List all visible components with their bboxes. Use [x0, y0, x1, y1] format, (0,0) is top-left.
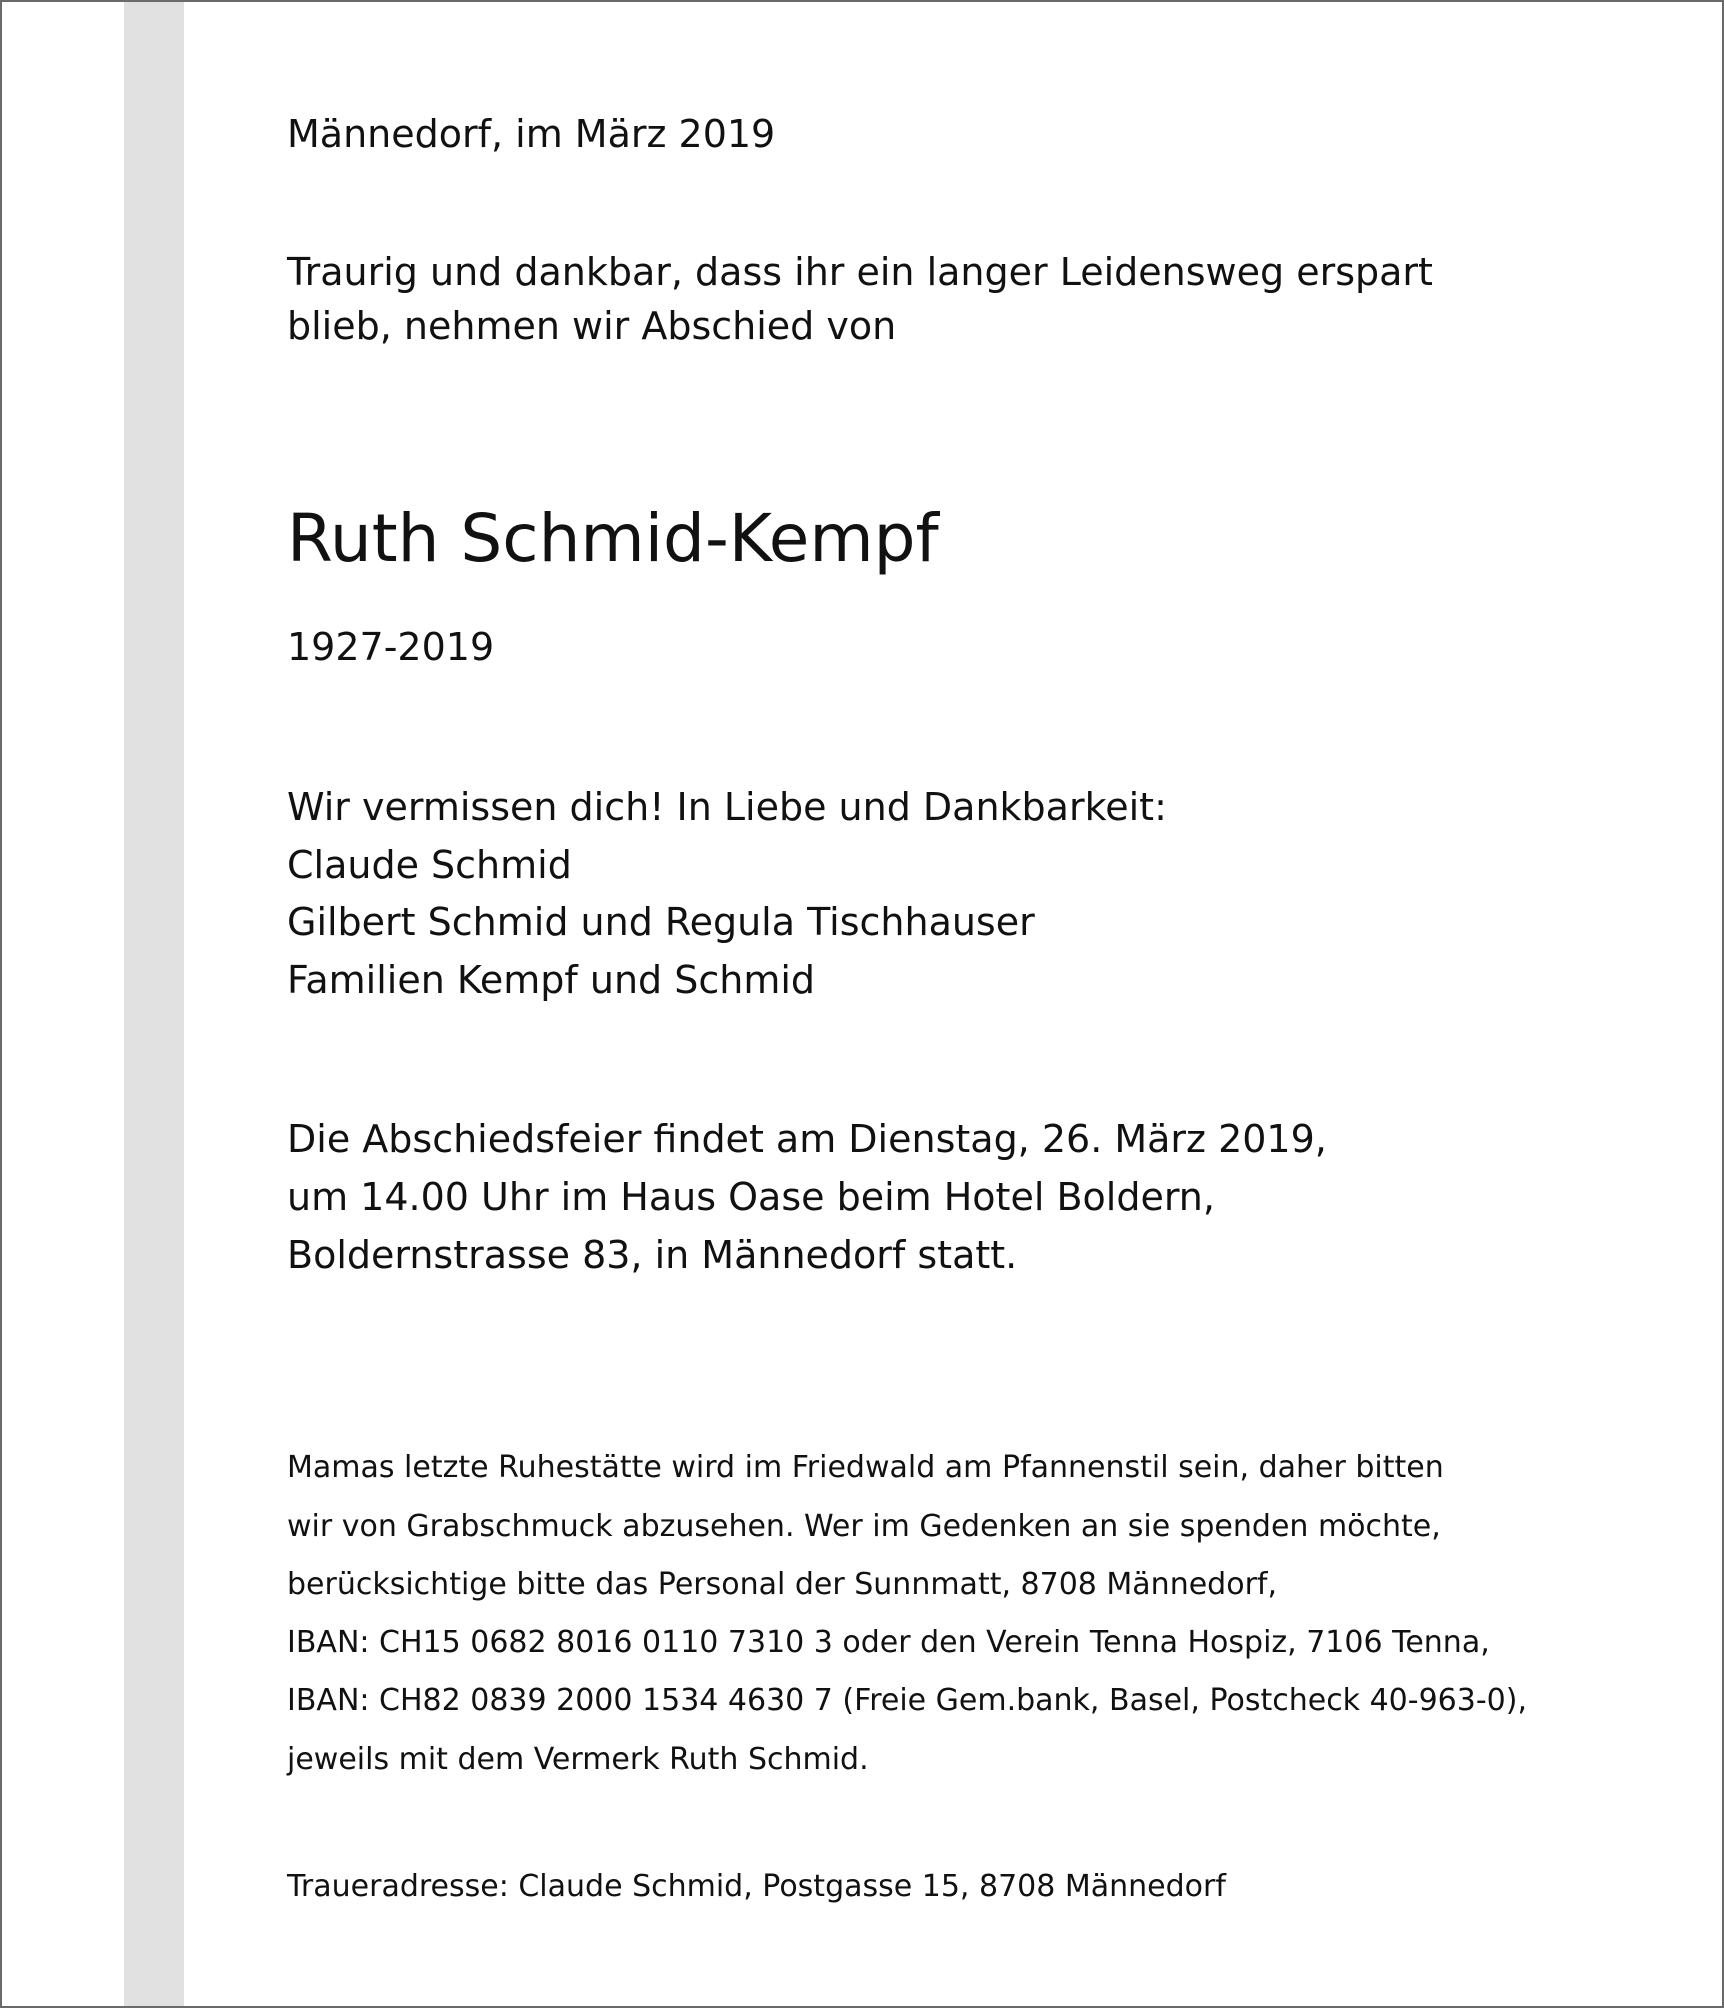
side-strip — [124, 2, 184, 2006]
ceremony-line: Die Abschiedsfeier findet am Dienstag, 26. März 2019, — [287, 1117, 1327, 1161]
note-line: IBAN: CH82 0839 2000 1534 4630 7 (Freie Gem.bank, Basel, Postcheck 40-963-0), — [287, 1683, 1528, 1718]
note-line: jeweils mit dem Vermerk Ruth Schmid. — [287, 1742, 869, 1777]
note-line: IBAN: CH15 0682 8016 0110 7310 3 oder den Verein Tenna Hospiz, 7106 Tenna, — [287, 1625, 1490, 1660]
ceremony-line: um 14.00 Uhr im Haus Oase beim Hotel Boldern, — [287, 1175, 1215, 1219]
note-line: wir von Grabschmuck abzusehen. Wer im Gedenken an sie spenden möchte, — [287, 1509, 1441, 1544]
mourner: Familien Kempf und Schmid — [287, 958, 816, 1002]
intro-line: blieb, nehmen wir Abschied von — [287, 304, 897, 348]
note-line: Mamas letzte Ruhestätte wird im Friedwald am Pfannenstil sein, daher bitten — [287, 1450, 1444, 1485]
mourners-heading: Wir vermissen dich! In Liebe und Dankbarkeit: — [287, 785, 1167, 829]
life-years: 1927-2019 — [287, 625, 495, 669]
ceremony-line: Boldernstrasse 83, in Männedorf statt. — [287, 1233, 1018, 1277]
place-date: Männedorf, im März 2019 — [287, 112, 776, 156]
deceased-name: Ruth Schmid-Kempf — [287, 500, 939, 577]
note-line: berücksichtige bitte das Personal der Sunnmatt, 8708 Männedorf, — [287, 1567, 1277, 1602]
mourning-address: Traueradresse: Claude Schmid, Postgasse 15, 8708 Männedorf — [287, 1869, 1226, 1904]
mourner: Claude Schmid — [287, 843, 572, 887]
intro-line: Traurig und dankbar, dass ihr ein langer Leidensweg erspart — [287, 250, 1433, 294]
mourner: Gilbert Schmid und Regula Tischhauser — [287, 900, 1035, 944]
